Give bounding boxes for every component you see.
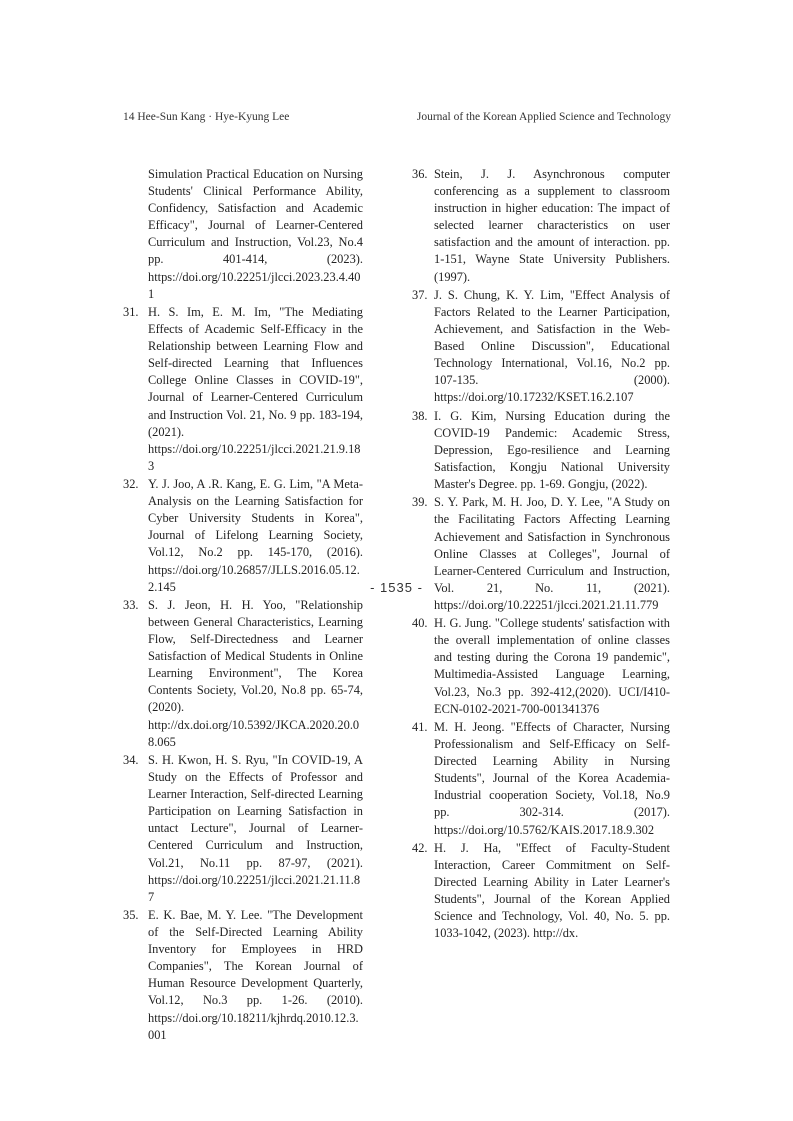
reference-item [123, 304, 363, 475]
reference-item [412, 840, 670, 943]
reference-number: 38. [412, 408, 428, 423]
reference-text: S. H. Kwon, H. S. Ryu, "In COVID-19, A Study on the Effects of Professor and Learner Interaction, Self-directed Learning Participation on Learning Satisfaction in untact Lecture", Journal of Learner-Centered Curriculum and Instruction, Vol.21, No.11 pp. 87-97, (2021). https://doi.org/10.22251/jlcci.2021.21.11.87 [148, 752, 363, 904]
reference-text: H. S. Im, E. M. Im, "The Mediating Effects of Academic Self-Efficacy in the Relationship between Learning Flow and Self-directed Learning that Influences College Online Classes in COVID-19", Journal of Learner-Centered Curriculum and Instruction Vol. 21, No. 9 pp. 183-194, (2021). https://doi.org/10.22251/jlcci.2021.21.9.183 [148, 304, 363, 473]
reference-text: S. J. Jeon, H. H. Yoo, "Relationship between General Characteristics, Learning Flow, Self-Directedness and Learner Satisfaction of Medical Students in Online Learning Environment", The Korea Contents Society, Vol.20, No.8 pp. 65-74, (2020). http://dx.doi.org/10.5392/JKCA.2020.20.08.065 [148, 597, 363, 749]
reference-text: S. Y. Park, M. H. Joo, D. Y. Lee, "A Study on the Facilitating Factors Affecting Learning Achievement and Satisfaction in Synchronous Online Classes at Colleges", Journal of Learner-Centered Curriculum and Instruction, Vol. 21, No. 11, (2021). https://doi.org/10.22251/jlcci.2021.21.11.779 [434, 495, 670, 612]
reference-text: J. S. Chung, K. Y. Lim, "Effect Analysis of Factors Related to the Learner Participation, Achievement, and Satisfaction in the Web-Based Online Discussion", Educational Technology International, Vol.16, No.2 pp. 107-135. (2000). https://doi.org/10.17232/KSET.16.2.107 [434, 287, 670, 405]
reference-item [123, 476, 363, 596]
reference-item [123, 166, 363, 303]
reference-number: 34. [123, 752, 139, 767]
reference-number: 39. [412, 495, 428, 510]
reference-text: H. G. Jung. "College students' satisfaction with the overall implementation of online classes and testing during the Corona 19 pandemic", Multimedia-Assisted Language Learning, Vol.23, No.3 pp. 392-412,(2020). UCI/I410-ECN-0102-2021-700-001341376 [434, 616, 670, 716]
reference-item [412, 615, 670, 718]
reference-item [412, 719, 670, 839]
references-right-column [412, 166, 670, 944]
reference-number: 33. [123, 597, 139, 612]
header-journal-title: Journal of the Korean Applied Science and Technology [416, 111, 671, 123]
reference-text: Stein, J. J. Asynchronous computer conferencing as a supplement to classroom instruction in higher education: The impact of selected learner characteristics on user satisfaction and the amount of interaction. pp. 1-151, Wayne State University Publishers. (1997). [434, 167, 670, 284]
reference-text: I. G. Kim, Nursing Education during the COVID-19 Pandemic: Academic Stress, Depression, Ego-resilience and Learning Satisfaction, Kongju National University Master's Degree. pp. 1-69. Gongju, (2022). [434, 408, 670, 492]
page-number: - 1535 - [370, 580, 423, 595]
reference-text: Y. J. Joo, A .R. Kang, E. G. Lim, "A Meta-Analysis on the Learning Satisfaction for Cyber University Students in Korea", Journal of Lifelong Learning Society, Vol.12, No.2 pp. 145-170, (2016). https://doi.org/10.26857/JLLS.2016.05.12.2.145 [148, 477, 363, 594]
reference-number: 40. [412, 616, 428, 631]
reference-text: M. H. Jeong. "Effects of Character, Nursing Professionalism and Self-Efficacy on Self-Directed Learning Ability in Nursing Students", Journal of the Korea Academia-Industrial cooperation Society, Vol.18, No.9 pp. 302-314. (2017). https://doi.org/10.5762/KAIS.2017.18.9.302 [434, 719, 670, 837]
reference-item [412, 494, 670, 614]
reference-text: Simulation Practical Education on Nursing Students' Clinical Performance Ability, Confidency, Satisfaction and Academic Efficacy", Journal of Learner-Centered Curriculum and Instruction, Vol.23, No.4 pp. 401-414, (2023). https://doi.org/10.22251/jlcci.2023.23.4.401 [148, 167, 363, 301]
reference-item [123, 752, 363, 906]
running-header [123, 111, 671, 129]
reference-text: H. J. Ha, "Effect of Faculty-Student Interaction, Career Commitment on Self-Directed Learning Ability in Later Learner's Students", Journal of the Korean Applied Science and Technology, Vol. 40, No. 5. pp. 1033-1042, (2023). http://dx. [434, 840, 670, 941]
reference-number: 35. [123, 907, 139, 922]
reference-text: E. K. Bae, M. Y. Lee. "The Development of the Self-Directed Learning Ability Inventory for Employees in HRD Companies", The Korean Journal of Human Resource Development Quarterly, Vol.12, No.3 pp. 1-26. (2010). https://doi.org/10.18211/kjhrdq.2010.12.3.001 [148, 907, 363, 1042]
references-left-column [123, 166, 363, 1045]
header-left: 14 Hee-Sun Kang · Hye-Kyung Lee [123, 111, 290, 123]
reference-item [123, 907, 363, 1044]
reference-item [412, 287, 670, 407]
reference-number: 42. [412, 840, 428, 855]
reference-item [412, 408, 670, 493]
reference-number: 36. [412, 167, 428, 181]
reference-item [412, 166, 670, 286]
reference-number: 41. [412, 719, 428, 734]
reference-number: 32. [123, 477, 139, 492]
reference-item [123, 597, 363, 751]
reference-number: 37. [412, 287, 428, 302]
reference-number: 31. [123, 304, 139, 319]
